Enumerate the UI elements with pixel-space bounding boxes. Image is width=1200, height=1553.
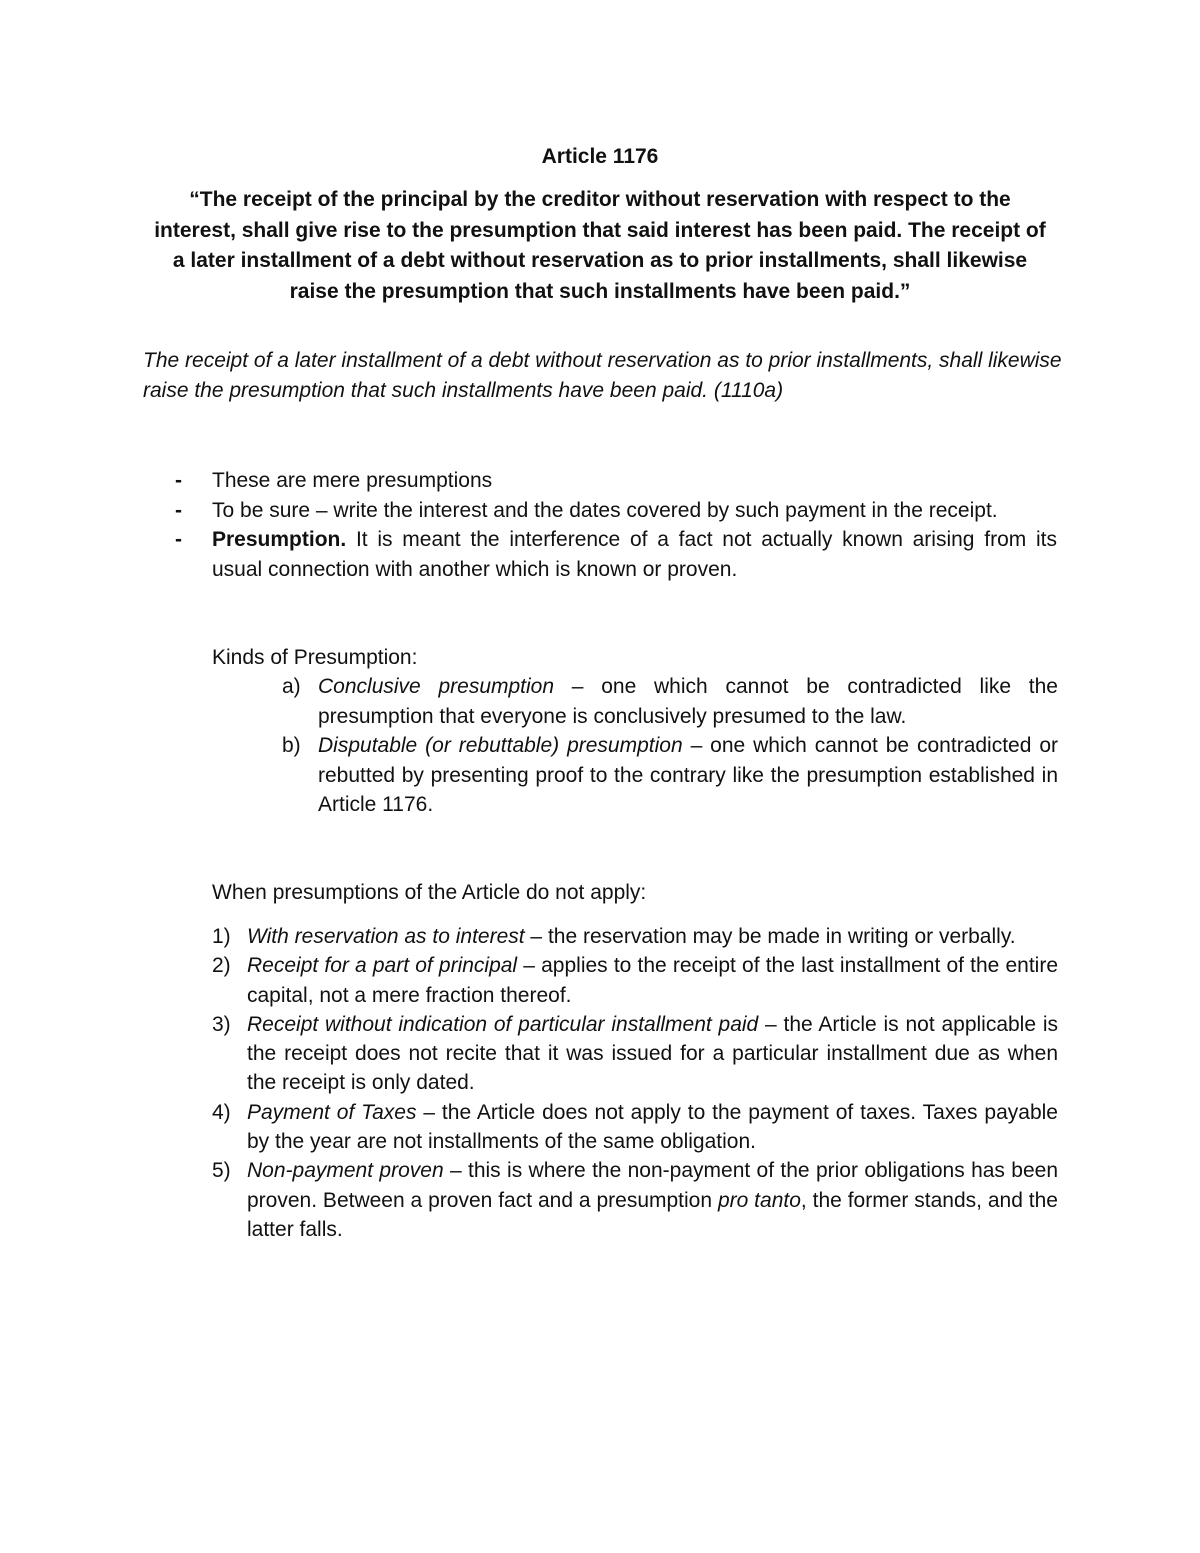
list-item <box>212 1010 1058 1098</box>
item-marker: 4) <box>212 1100 231 1124</box>
list-item <box>212 922 1058 951</box>
item-term: Payment of Taxes <box>247 1100 417 1124</box>
exceptions-heading: When presumptions of the Article do not apply: <box>212 881 647 904</box>
item-term: With reservation as to interest <box>247 925 525 948</box>
item-marker: 3) <box>212 1012 231 1036</box>
exceptions-list <box>212 922 1058 1244</box>
item-term-latin: pro tanto <box>717 1188 801 1212</box>
item-term: Non-payment proven <box>247 1159 444 1183</box>
list-item <box>172 525 1057 584</box>
kinds-heading: Kinds of Presumption: <box>212 646 418 669</box>
list-item <box>172 466 1057 496</box>
item-text-end: , the former stands, and the latter falls. <box>247 1188 1058 1241</box>
item-marker: 2) <box>212 954 231 978</box>
item-text: – one which cannot be contradicted or rebutted by presenting proof to the contrary like the presumption established in Article 1176. <box>318 734 1059 816</box>
kinds-list <box>282 672 1058 820</box>
article-italic-note: The receipt of a later installment of a debt without reservation as to prior installments, shall likewise raise the presumption that such installments have been paid. (1110a) <box>143 349 1062 402</box>
item-term: Receipt without indication of particular installment paid <box>247 1012 759 1036</box>
item-term: Disputable (or rebuttable) presumption <box>318 734 683 757</box>
item-text: – the Article does not apply to the payment of taxes. Taxes payable by the year are not installments of the same obligation. <box>247 1100 1058 1154</box>
item-term: Receipt for a part of principal <box>247 954 518 978</box>
item-marker: 5) <box>212 1159 231 1183</box>
article-quote: “The receipt of the principal by the creditor without reservation with respect to the interest, shall give rise to the presumption that said interest has been paid. The receipt of a later installment of a debt without reservation as to prior installments, shall likewise raise the presumption that such installments have been paid.” <box>154 188 1046 303</box>
dash-marker: - <box>175 528 182 551</box>
item-text: – the Article is not applicable is the receipt does not recite that it was issued for a particular installment due as when the receipt is only dated. <box>247 1012 1058 1095</box>
list-item <box>212 951 1058 1010</box>
item-text: – one which cannot be contradicted like the presumption that everyone is conclusively presumed to the law. <box>318 675 1058 728</box>
list-item <box>282 672 1058 731</box>
presumption-term: Presumption. <box>212 528 347 551</box>
notes-list <box>172 466 1057 584</box>
note-text: It is meant the interference of a fact not actually known arising from its usual connection with another which is known or proven. <box>212 528 1057 581</box>
note-text: To be sure – write the interest and the dates covered by such payment in the receipt. <box>212 498 998 522</box>
list-item <box>212 1098 1058 1157</box>
item-marker: b) <box>282 734 301 757</box>
item-term: Conclusive presumption <box>318 675 555 698</box>
item-text: – applies to the receipt of the last installment of the entire capital, not a mere fraction thereof. <box>247 954 1059 1007</box>
list-item <box>282 731 1058 820</box>
item-text: – the reservation may be made in writing or verbally. <box>524 925 1016 948</box>
dash-marker: - <box>175 469 182 492</box>
note-text: These are mere presumptions <box>212 469 493 492</box>
item-marker: 1) <box>212 925 231 948</box>
item-text: – this is where the non-payment of the prior obligations has been proven. Between a proven fact and a presumption <box>247 1159 1058 1212</box>
list-item <box>172 496 1057 526</box>
list-item <box>212 1156 1058 1244</box>
article-title: Article 1176 <box>541 145 659 168</box>
dash-marker: - <box>175 498 182 522</box>
item-marker: a) <box>282 675 301 698</box>
